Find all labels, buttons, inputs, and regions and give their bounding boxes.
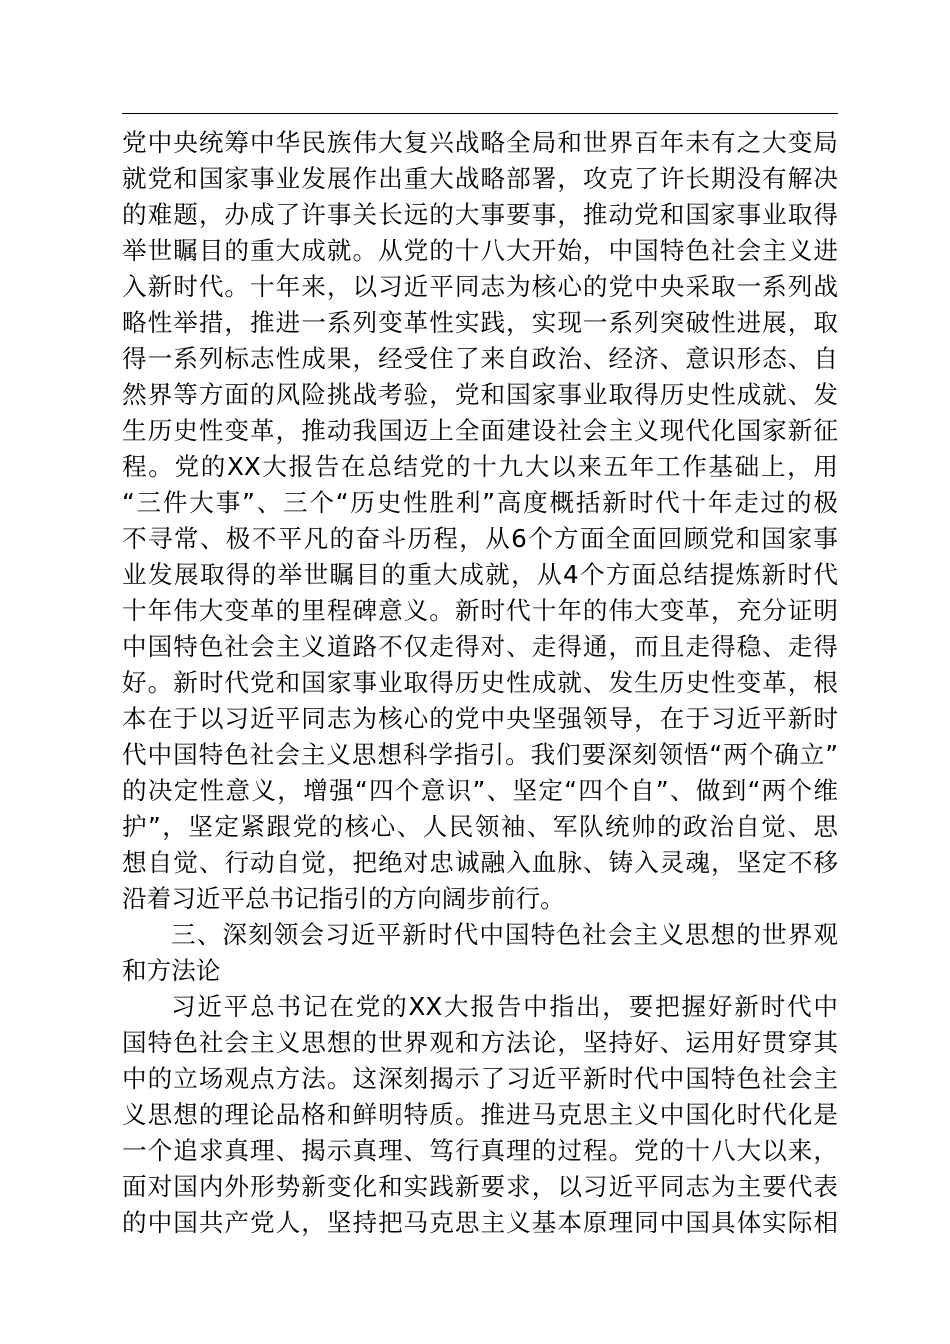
text-line: 的难题，办成了许事关长远的大事要事，推动党和国家事业取得 [122,200,838,229]
text-line: 好。新时代党和国家事业取得历史性成就、发生历史性变革，根 [122,668,838,697]
text-line: 中的立场观点方法。这深刻揭示了习近平新时代中国特色社会主 [122,1064,838,1093]
text-line: 想自觉、行动自觉，把绝对忠诚融入血脉、铸入灵魂，坚定不移 [122,848,838,877]
text-line: 业发展取得的举世瞩目的重大成就，从4个方面总结提炼新时代 [122,560,838,589]
text-line: 中国特色社会主义道路不仅走得对、走得通，而且走得稳、走得 [122,632,838,661]
text-line: 沿着习近平总书记指引的方向阔步前行。 [122,884,565,913]
header-rule [122,113,838,114]
text-line: 举世瞩目的重大成就。从党的十八大开始，中国特色社会主义进 [122,236,838,265]
text-line: 党中央统筹中华民族伟大复兴战略全局和世界百年未有之大变局 [122,128,838,157]
text-line: 的决定性意义，增强“四个意识”、坚定“四个自”、做到“两个维 [122,776,838,805]
text-line: 习近平总书记在党的XX大报告中指出，要把握好新时代中 [171,992,838,1021]
text-line: 略性举措，推进一系列变革性实践，实现一系列突破性进展，取 [122,308,838,337]
text-line: 入新时代。十年来，以习近平同志为核心的党中央采取一系列战 [122,272,838,301]
text-line: “三件大事”、三个“历史性胜利”高度概括新时代十年走过的极 [122,488,838,517]
body-text [122,125,838,1241]
text-line: 护”，坚定紧跟党的核心、人民领袖、军队统帅的政治自觉、思 [122,812,838,841]
text-line: 然界等方面的风险挑战考验，党和国家事业取得历史性成就、发 [122,380,838,409]
text-line: 义思想的理论品格和鲜明特质。推进马克思主义中国化时代化是 [122,1100,838,1129]
text-line: 生历史性变革，推动我国迈上全面建设社会主义现代化国家新征 [122,416,838,445]
text-line: 十年伟大变革的里程碑意义。新时代十年的伟大变革，充分证明 [122,596,838,625]
text-line: 不寻常、极不平凡的奋斗历程，从6个方面全面回顾党和国家事 [122,524,838,553]
section-heading-line: 三、深刻领会习近平新时代中国特色社会主义思想的世界观 [171,920,838,949]
text-line: 程。党的XX大报告在总结党的十九大以来五年工作基础上，用 [122,452,838,481]
text-line: 的中国共产党人，坚持把马克思主义基本原理同中国具体实际相 [122,1208,838,1237]
text-line: 就党和国家事业发展作出重大战略部署，攻克了许长期没有解决 [122,164,838,193]
text-line: 本在于以习近平同志为核心的党中央坚强领导，在于习近平新时 [122,704,838,733]
text-line: 得一系列标志性成果，经受住了来自政治、经济、意识形态、自 [122,344,838,373]
text-line: 国特色社会主义思想的世界观和方法论，坚持好、运用好贯穿其 [122,1028,838,1057]
text-line: 面对国内外形势新变化和实践新要求，以习近平同志为主要代表 [122,1172,838,1201]
section-heading-line: 和方法论 [122,956,221,985]
text-line: 一个追求真理、揭示真理、笃行真理的过程。党的十八大以来， [122,1136,838,1165]
text-line: 代中国特色社会主义思想科学指引。我们要深刻领悟“两个确立” [122,740,838,769]
